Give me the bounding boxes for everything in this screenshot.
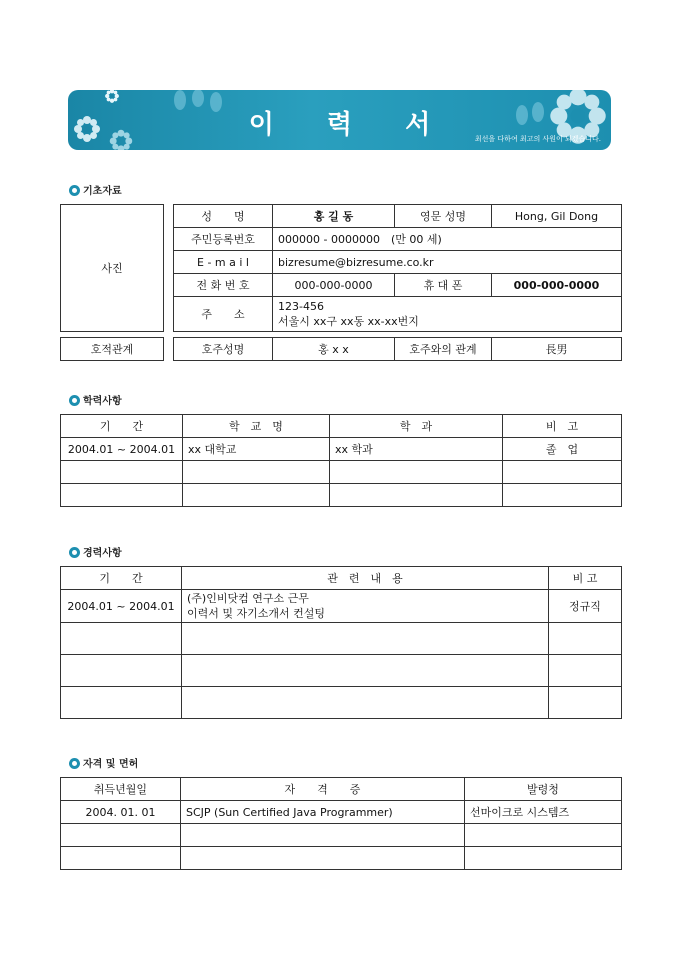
table-row — [61, 687, 622, 719]
table-cell — [330, 461, 503, 484]
column-header: 기 간 — [61, 415, 183, 438]
address-label: 주 소 — [174, 297, 273, 332]
table-cell — [549, 655, 622, 687]
license-date: 2004. 01. 01 — [61, 801, 181, 824]
table-cell — [465, 824, 622, 847]
basic-info-table — [173, 204, 622, 332]
education-note: 졸 업 — [503, 438, 622, 461]
license-table — [60, 777, 622, 870]
table-cell — [503, 461, 622, 484]
table-cell — [181, 824, 465, 847]
header-banner — [68, 90, 611, 150]
column-header: 학 과 — [330, 415, 503, 438]
table-cell — [61, 461, 183, 484]
rrn-value: 000000 - 0000000 (만 00 세) — [273, 228, 622, 251]
column-header: 자 격 증 — [181, 778, 465, 801]
photo-label: 사진 — [101, 262, 123, 275]
column-header: 기 간 — [61, 567, 182, 590]
table-cell — [183, 461, 330, 484]
table-row — [61, 461, 622, 484]
table-cell — [61, 655, 182, 687]
address-line-1: 123-456 — [278, 300, 324, 313]
table-cell — [330, 484, 503, 507]
table-header-row — [61, 778, 622, 801]
license-name: SCJP (Sun Certified Java Programmer) — [181, 801, 465, 824]
career-period: 2004.01 ~ 2004.01 — [61, 590, 182, 623]
table-cell — [61, 484, 183, 507]
column-header: 비 고 — [503, 415, 622, 438]
head-name-value: 홍 x x — [273, 338, 395, 361]
table-cell — [61, 824, 181, 847]
section-title-basic: 기초자료 — [69, 182, 122, 197]
phone-label: 전 화 번 호 — [174, 274, 273, 297]
table-row — [61, 655, 622, 687]
slogan: 최선을 다하여 최고의 사원이 되겠습니다. — [474, 135, 601, 143]
table-header-row — [61, 415, 622, 438]
name-value: 홍 길 동 — [273, 205, 395, 228]
column-header: 비 고 — [549, 567, 622, 590]
table-cell — [61, 847, 181, 870]
table-row — [174, 228, 622, 251]
career-description-line-2: 이력서 및 자기소개서 컨설팅 — [187, 607, 326, 620]
mobile-value: 000-000-0000 — [492, 274, 622, 297]
bullet-icon — [69, 185, 80, 196]
eng-name-label: 영문 성명 — [395, 205, 492, 228]
table-row — [174, 338, 622, 361]
phone-value: 000-000-0000 — [273, 274, 395, 297]
relation-value: 長男 — [492, 338, 622, 361]
table-cell — [182, 687, 549, 719]
table-row — [174, 205, 622, 228]
rrn-label: 주민등록번호 — [174, 228, 273, 251]
head-name-label: 호주성명 — [174, 338, 273, 361]
education-table — [60, 414, 622, 507]
table-row — [61, 801, 622, 824]
table-row — [61, 484, 622, 507]
table-cell — [61, 687, 182, 719]
career-note: 정규직 — [549, 590, 622, 623]
table-cell — [549, 623, 622, 655]
education-school: xx 대학교 — [183, 438, 330, 461]
table-header-row — [61, 567, 622, 590]
table-row — [61, 590, 622, 623]
education-period: 2004.01 ~ 2004.01 — [61, 438, 183, 461]
table-row — [61, 847, 622, 870]
table-cell — [503, 484, 622, 507]
table-row — [174, 297, 622, 332]
name-label: 성 명 — [174, 205, 273, 228]
table-cell — [183, 484, 330, 507]
career-description-line-1: (주)인비닷컴 연구소 근무 — [187, 592, 309, 605]
column-header: 발령청 — [465, 778, 622, 801]
address-value — [273, 297, 622, 332]
table-cell — [549, 687, 622, 719]
license-issuer: 선마이크로 시스템즈 — [465, 801, 622, 824]
bullet-icon — [69, 547, 80, 558]
column-header: 취득년월일 — [61, 778, 181, 801]
table-row — [174, 274, 622, 297]
family-relation-label: 호적관계 — [60, 337, 164, 361]
photo-box — [60, 204, 164, 332]
family-table — [173, 337, 622, 361]
table-cell — [61, 623, 182, 655]
education-major: xx 학과 — [330, 438, 503, 461]
bullet-icon — [69, 758, 80, 769]
email-label: E - m a i l — [174, 251, 273, 274]
page-title: 이 력 서 — [248, 110, 453, 140]
column-header: 관 련 내 용 — [182, 567, 549, 590]
table-row — [61, 824, 622, 847]
table-row — [61, 438, 622, 461]
career-table — [60, 566, 622, 719]
section-title-education: 학력사항 — [69, 392, 122, 407]
mobile-label: 휴 대 폰 — [395, 274, 492, 297]
table-row — [61, 623, 622, 655]
bullet-icon — [69, 395, 80, 406]
table-row — [174, 251, 622, 274]
section-title-career: 경력사항 — [69, 544, 122, 559]
address-line-2: 서울시 xx구 xx동 xx-xx번지 — [278, 315, 419, 328]
section-title-license: 자격 및 면허 — [69, 755, 138, 770]
relation-label: 호주와의 관계 — [395, 338, 492, 361]
table-cell — [182, 655, 549, 687]
table-cell — [182, 623, 549, 655]
table-cell — [181, 847, 465, 870]
eng-name-value: Hong, Gil Dong — [492, 205, 622, 228]
table-cell — [465, 847, 622, 870]
email-value: bizresume@bizresume.co.kr — [273, 251, 622, 274]
column-header: 학 교 명 — [183, 415, 330, 438]
flower-icon — [104, 90, 120, 104]
career-description — [182, 590, 549, 623]
